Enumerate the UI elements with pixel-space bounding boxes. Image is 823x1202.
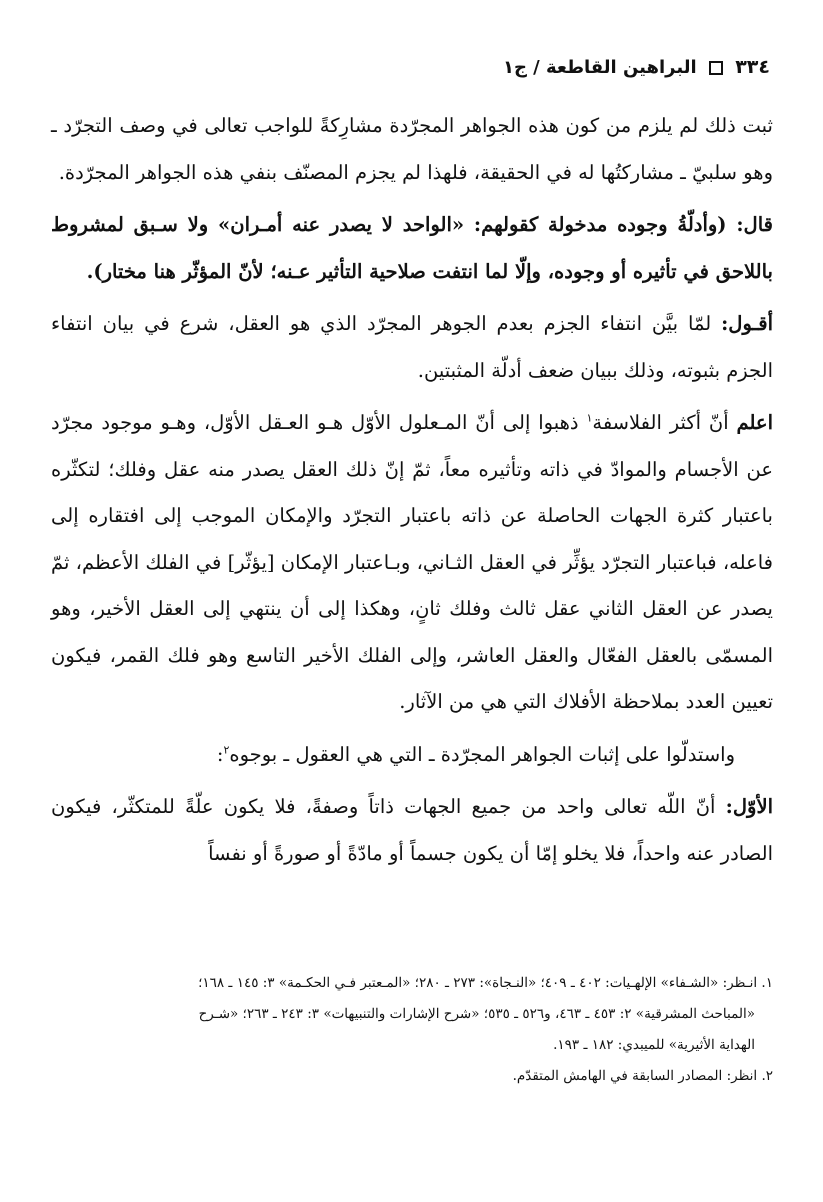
paragraph-4-text-b: ذهبوا إلى أنّ المـعلول الأوّل هـو العـقل الأوّل، وهـو موجود مجرّد عن الأجسام والموادّ في ذاته وتأثيره معاً، ثمّ إنّ ذلك العقل يصدر منه عقل وفلك؛ لتكثّره باعتبار كثرة الجهات الحاصلة عن ذاته باعتبار التجرّد والإمكان الموجب إلى افتقاره إلى فاعله، فباعتبار التجرّد يؤثِّر في العقل الثـاني، وبـاعتبار الإمكان [يؤثّر] في الفلك الأعظم، ثمّ يصدر عن العقل الثاني عقل ثالث وفلك ثانٍ، وهكذا إلى أن ينتهي إلى العقل الأخير، وهو المسمّى بالعقل الفعّال والعقل العاشر، وإلى الفلك الأخير التاسع وهو فلك القمر، فيكون تعيين العدد بملاحظة الأفلاك التي هي من الآثار.: [51, 411, 773, 713]
footnote-1-line-1: ١. انـظر: «الشـفاء» الإلهـيات: ٤٠٢ ـ ٤٠٩؛ «النـجاة»: ٢٧٣ ـ ٢٨٠؛ «المـعتبر فـي الحكـمة» ٣: ١٤٥ ـ ١٦٨؛: [198, 975, 773, 991]
footnote-1-line-3: الهداية الأثيرية» للميبدي: ١٨٢ ـ ١٩٣.: [553, 1037, 755, 1053]
paragraph-5: [51, 732, 773, 779]
paragraph-2: [51, 202, 773, 295]
paragraph-5-text: واستدلّوا على إثبات الجواهر المجرّدة ـ التي هي العقول ـ بوجوه: [229, 742, 735, 766]
paragraph-1: ثبت ذلك لم يلزم من كون هذه الجواهر المجرّدة مشارِكةً للواجب تعالى في وصف التجرّد ـ وهو سلبيّ ـ مشاركتُها له في الحقيقة، فلهذا لم يجزم المصنّف بنفي هذه الجواهر المجرّدة.: [51, 114, 773, 184]
footnotes: [51, 968, 773, 1092]
square-separator-icon: [709, 61, 723, 75]
label-awwal: الأوّل:: [725, 795, 773, 818]
label-ilam: اعلم: [736, 411, 773, 434]
page-number: ٣٣٤: [735, 56, 770, 78]
paragraph-4-text-a: أنّ أكثر الفلاسفة: [592, 411, 737, 434]
label-aqul: أقـول:: [721, 312, 773, 335]
footnote-ref-1[interactable]: ١: [586, 411, 593, 425]
footnote-1-line-2: «المباحث المشرقية» ٢: ٤٥٣ ـ ٤٦٣، و٥٢٦ ـ ٥٣٥؛ «شرح الإشارات والتنبيهات» ٣: ٢٤٣ ـ ٢٦٣؛ «شـرح: [198, 1006, 755, 1022]
paragraph-2-text: (وأدلّةُ وجوده مدخولة كقولهم: «الواحد لا يصدر عنه أمـران» ولا سـبق لمشروط باللاحق في تأثيره أو وجوده، وإلّا لما انتفت صلاحية التأثير عـنه؛ لأنّ المؤثّر هنا مختار).: [51, 213, 773, 283]
label-qala: قال:: [736, 213, 773, 236]
paragraph-4: [51, 400, 773, 726]
paragraph-3: [51, 301, 773, 394]
running-title: البراهين القاطعة / ج١: [502, 57, 697, 78]
footnote-2: ٢. انظر: المصادر السابقة في الهامش المتقدّم.: [512, 1068, 773, 1084]
paragraph-3-text: لمّا بيَّن انتفاء الجزم بعدم الجوهر المجرّد الذي هو العقل، شرع في بيان انتفاء الجزم بثبوته، وذلك ببيان ضعف أدلّة المثبتين.: [51, 312, 773, 382]
footnote-ref-2[interactable]: ٢: [223, 743, 230, 756]
paragraph-6: [51, 784, 773, 877]
paragraph-5-end: :: [216, 742, 224, 766]
paragraph-6-text: أنّ اللّه تعالى واحد من جميع الجهات ذاتاً وصفةً، فلا يكون علّةً للمتكثّر، فيكون الصادر عنه واحداً، فلا يخلو إمّا أن يكون جسماً أو مادّةً أو صورةً أو نفساً: [51, 795, 773, 865]
running-header: [53, 52, 770, 82]
main-text: [51, 103, 773, 883]
